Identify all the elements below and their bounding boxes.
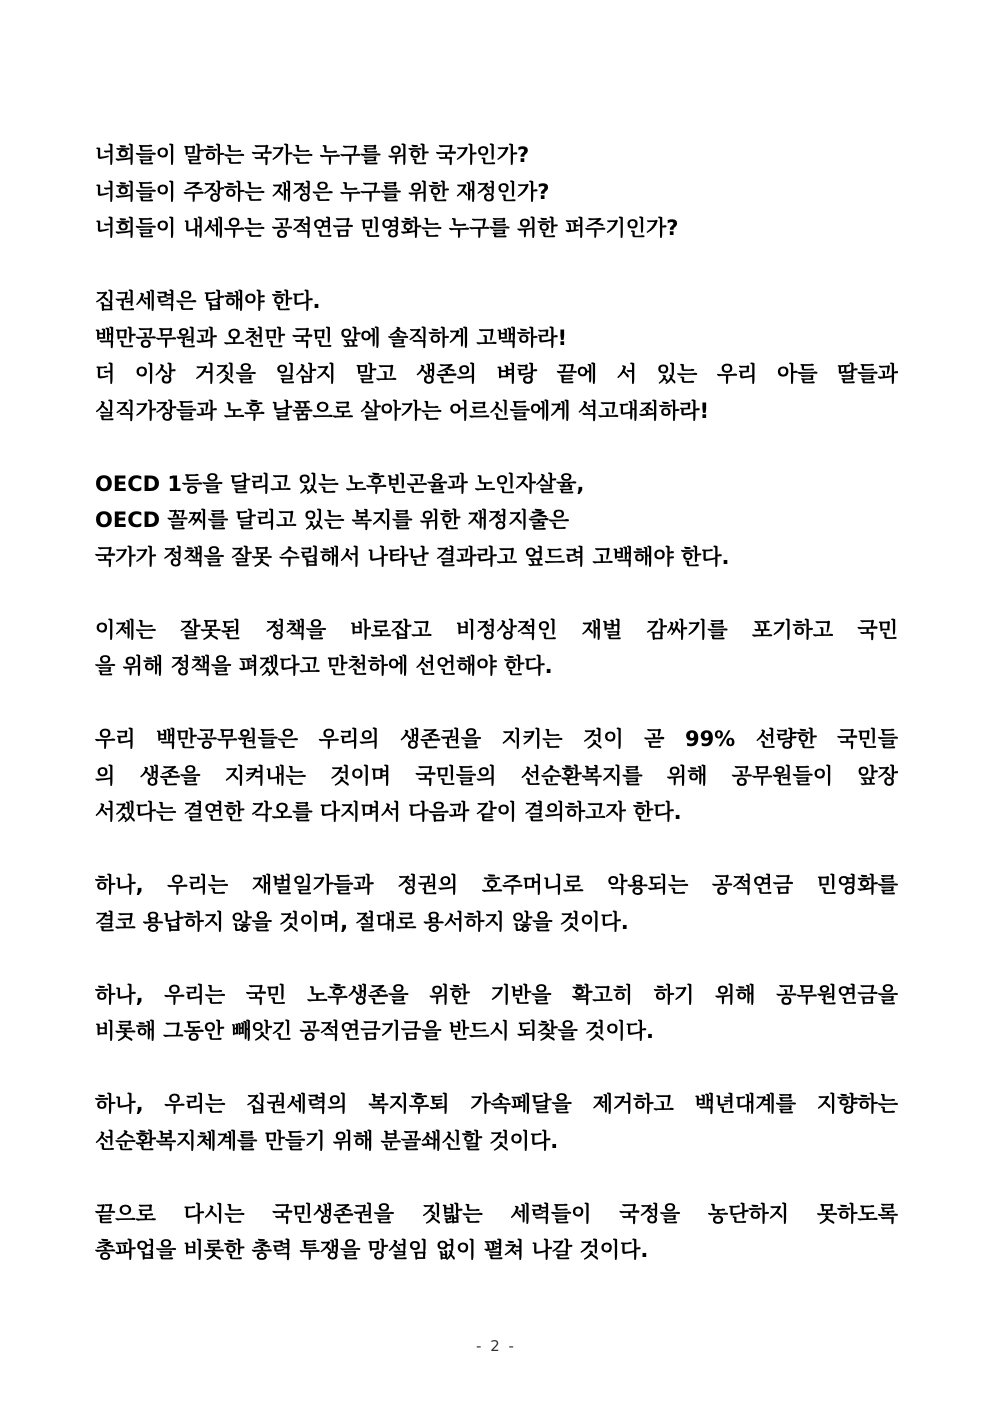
text-line: 너희들이 내세우는 공적연금 민영화는 누구를 위한 퍼주기인가?	[95, 216, 679, 240]
paragraph	[95, 612, 898, 685]
text-line: 총파업을 비롯한 총력 투쟁을 망설임 없이 펼쳐 나갈 것이다.	[95, 1238, 649, 1262]
text-line: 너희들이 말하는 국가는 누구를 위한 국가인가?	[95, 143, 530, 167]
paragraph	[95, 977, 898, 1050]
text-line: 국가가 정책을 잘못 수립해서 나타난 결과라고 엎드려 고백해야 한다.	[95, 544, 730, 569]
paragraph	[95, 1196, 898, 1269]
paragraph	[95, 283, 898, 429]
text-line: 이제는 잘못된 정책을 바로잡고 비정상적인 재벌 감싸기를 포기하고 국민	[95, 617, 898, 642]
text-line: 하나, 우리는 집권세력의 복지후퇴 가속페달을 제거하고 백년대계를 지향하는	[95, 1092, 898, 1116]
paragraph	[95, 1086, 898, 1159]
paragraph	[95, 466, 898, 576]
text-line: 너희들이 주장하는 재정은 누구를 위한 재정인가?	[95, 179, 550, 204]
text-line: 하나, 우리는 재벌일가들과 정권의 호주머니로 악용되는 공적연금 민영화를	[95, 873, 898, 897]
text-line: 백만공무원과 오천만 국민 앞에 솔직하게 고백하라!	[95, 325, 568, 350]
text-line: 결코 용납하지 않을 것이며, 절대로 용서하지 않을 것이다.	[95, 909, 629, 934]
text-line: 비롯해 그동안 빼앗긴 공적연금기금을 반드시 되찾을 것이다.	[95, 1019, 654, 1043]
text-line: 실직가장들과 노후 날품으로 살아가는 어르신들에게 석고대죄하라!	[95, 398, 710, 423]
text-line: 선순환복지체계를 만들기 위해 분골쇄신할 것이다.	[95, 1128, 559, 1153]
document-body	[95, 137, 898, 1305]
text-line: 더 이상 거짓을 일삼지 말고 생존의 벼랑 끝에 서 있는 우리 아들 딸들과	[95, 362, 898, 386]
text-line: 끝으로 다시는 국민생존권을 짓밟는 세력들이 국정을 농단하지 못하도록	[95, 1201, 898, 1226]
text-line: 집권세력은 답해야 한다.	[95, 289, 321, 313]
paragraph	[95, 721, 898, 831]
text-line: 의 생존을 지켜내는 것이며 국민들의 선순환복지를 위해 공무원들이 앞장	[95, 763, 898, 788]
paragraph	[95, 137, 898, 247]
text-line: OECD 꼴찌를 달리고 있는 복지를 위한 재정지출은	[95, 508, 570, 532]
text-line: 을 위해 정책을 펴겠다고 만천하에 선언해야 한다.	[95, 654, 553, 678]
text-line: 하나, 우리는 국민 노후생존을 위한 기반을 확고히 하기 위해 공무원연금을	[95, 982, 898, 1007]
text-line: 서겠다는 결연한 각오를 다지며서 다음과 같이 결의하고자 한다.	[95, 800, 682, 824]
page-number: - 2 -	[476, 1337, 516, 1355]
text-line: OECD 1등을 달리고 있는 노후빈곤율과 노인자살율,	[95, 471, 585, 496]
text-line: 우리 백만공무원들은 우리의 생존권을 지키는 것이 곧 99% 선량한 국민들	[95, 727, 898, 751]
paragraph	[95, 867, 898, 940]
